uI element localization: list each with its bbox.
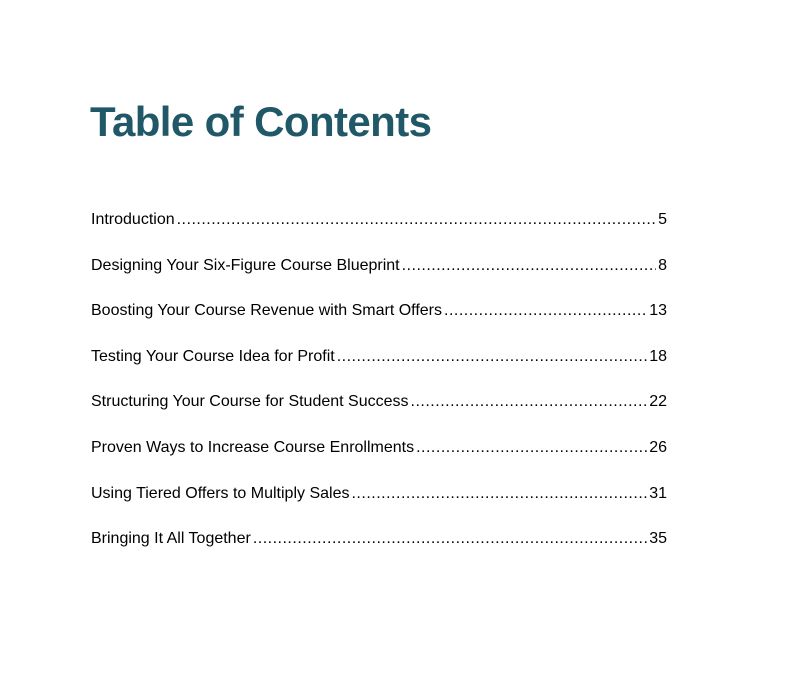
toc-page-number: 22	[649, 393, 667, 411]
toc-entry-title: Boosting Your Course Revenue with Smart Offers	[91, 302, 442, 320]
toc-page-number: 8	[658, 256, 667, 274]
toc-dot-leader	[337, 343, 648, 371]
toc-dot-leader	[402, 252, 656, 280]
toc-entry[interactable]	[91, 297, 667, 343]
toc-dot-leader	[444, 297, 647, 325]
toc-page-number: 5	[658, 211, 667, 228]
toc-page-number: 35	[649, 530, 667, 548]
toc-page-number: 31	[649, 484, 667, 502]
toc-dot-leader	[177, 206, 656, 234]
toc-dot-leader	[253, 525, 647, 553]
toc-entry[interactable]	[91, 343, 667, 389]
toc-dot-leader	[416, 434, 647, 462]
toc-page-number: 13	[649, 302, 667, 320]
toc-entry[interactable]	[91, 388, 667, 434]
toc-entry[interactable]	[91, 206, 667, 252]
toc-entry-title: Designing Your Six-Figure Course Blueprint	[91, 256, 400, 274]
toc-dot-leader	[351, 480, 647, 508]
toc-entry[interactable]	[91, 434, 667, 480]
toc-entry-title: Structuring Your Course for Student Success	[91, 393, 409, 411]
toc-entry[interactable]	[91, 525, 667, 571]
page-title: Table of Contents	[90, 98, 432, 145]
toc-dot-leader	[411, 388, 648, 416]
toc-entry-title: Introduction	[91, 211, 175, 228]
toc-entry-title: Testing Your Course Idea for Profit	[91, 347, 335, 365]
toc-entry-title: Bringing It All Together	[91, 530, 251, 548]
toc-entry-title: Using Tiered Offers to Multiply Sales	[91, 484, 350, 502]
toc-entry[interactable]	[91, 480, 667, 526]
toc-list	[91, 206, 667, 571]
toc-page-number: 26	[649, 438, 667, 456]
toc-entry-title: Proven Ways to Increase Course Enrollments	[91, 438, 415, 456]
toc-entry[interactable]	[91, 252, 667, 298]
toc-page-number: 18	[649, 347, 667, 365]
